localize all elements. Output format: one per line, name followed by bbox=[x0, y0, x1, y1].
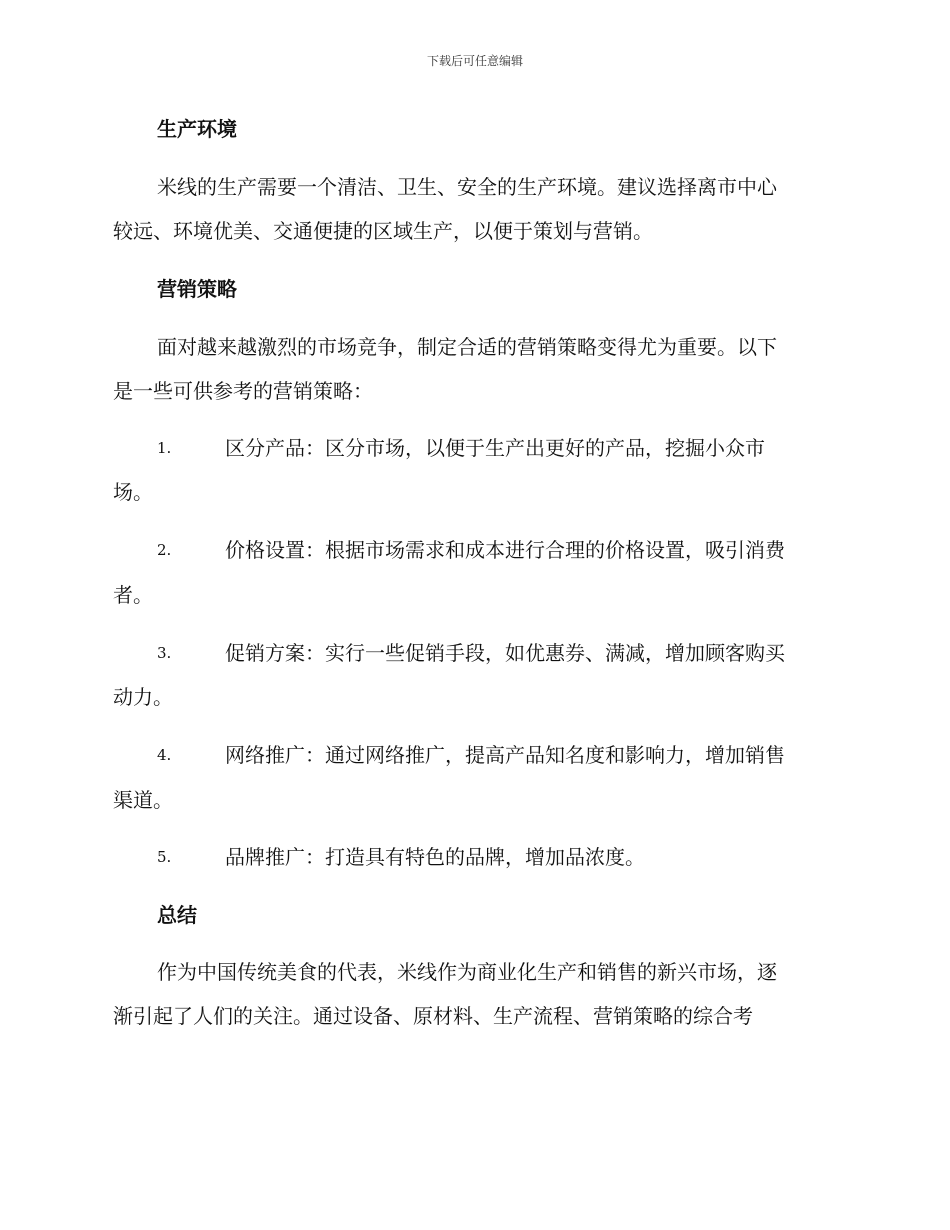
section-heading-marketing: 营销策略 bbox=[157, 277, 237, 301]
list-item-number: 3. bbox=[157, 644, 172, 662]
list-item-continuation: 者。 bbox=[113, 583, 153, 607]
list-item-text: 区分产品：区分市场，以便于生产出更好的产品，挖掘小众市 bbox=[225, 436, 765, 460]
list-item-text: 网络推广：通过网络推广，提高产品知名度和影响力，增加销售 bbox=[225, 743, 785, 767]
section-heading-environment: 生产环境 bbox=[157, 117, 237, 141]
list-item-number: 5. bbox=[157, 848, 172, 866]
list-item-text: 品牌推广：打造具有特色的品牌，增加品浓度。 bbox=[225, 845, 645, 869]
paragraph-line: 米线的生产需要一个清洁、卫生、安全的生产环境。建议选择离市中心 bbox=[157, 175, 777, 199]
list-item-text: 价格设置：根据市场需求和成本进行合理的价格设置，吸引消费 bbox=[225, 538, 785, 562]
page-header: 下载后可任意编辑 bbox=[426, 54, 523, 68]
paragraph-line: 渐引起了人们的关注。通过设备、原材料、生产流程、营销策略的综合考 bbox=[113, 1004, 753, 1028]
list-item-continuation: 渠道。 bbox=[113, 788, 173, 812]
paragraph-summary bbox=[113, 950, 833, 1038]
paragraph-line: 是一些可供参考的营销策略： bbox=[113, 379, 373, 403]
paragraph-marketing-intro bbox=[113, 325, 833, 413]
list-item-text: 促销方案：实行一些促销手段，如优惠券、满减，增加顾客购买 bbox=[225, 641, 785, 665]
section-heading-summary: 总结 bbox=[157, 903, 197, 927]
list-item-number: 4. bbox=[157, 746, 172, 764]
list-item-number: 1. bbox=[157, 439, 172, 457]
list-item-number: 2. bbox=[157, 541, 172, 559]
paragraph-environment bbox=[113, 165, 833, 253]
paragraph-line: 作为中国传统美食的代表，米线作为商业化生产和销售的新兴市场，逐 bbox=[157, 960, 777, 984]
paragraph-line: 较远、环境优美、交通便捷的区域生产，以便于策划与营销。 bbox=[113, 219, 653, 243]
list-item-continuation: 动力。 bbox=[113, 685, 173, 709]
paragraph-line: 面对越来越激烈的市场竞争，制定合适的营销策略变得尤为重要。以下 bbox=[157, 335, 777, 359]
list-item-continuation: 场。 bbox=[113, 480, 153, 504]
